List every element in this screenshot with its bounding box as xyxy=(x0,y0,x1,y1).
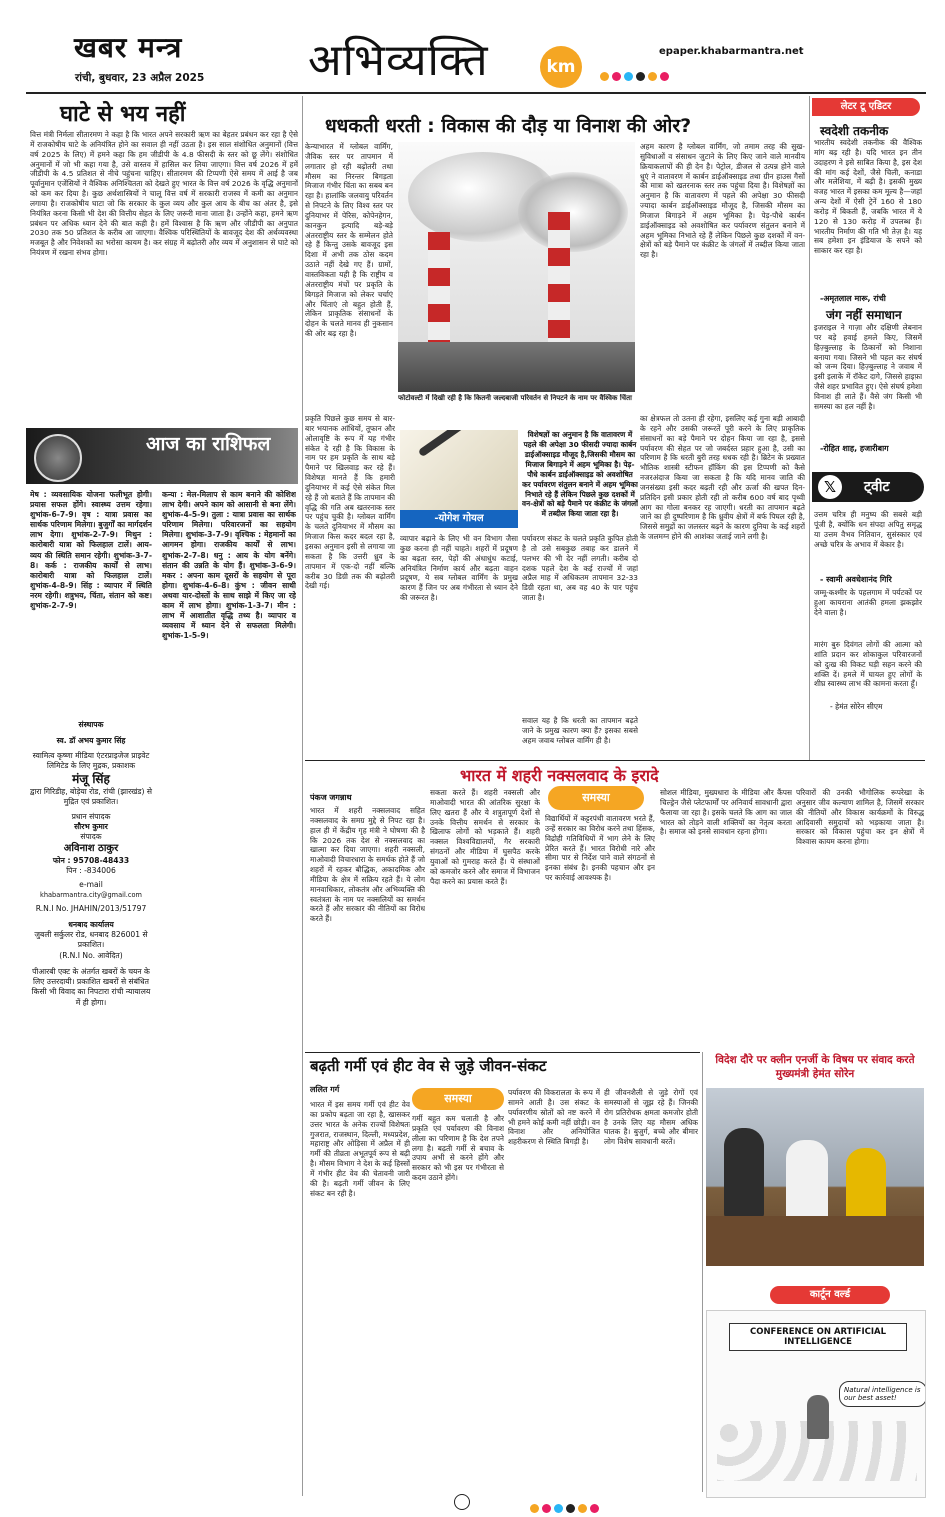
imprint-rni: R.N.I No. JHAHIN/2013/51797 xyxy=(35,903,147,913)
heat-problem-badge: समस्या xyxy=(412,1088,504,1110)
naxal-problem-badge: समस्या xyxy=(548,786,644,810)
tweet3-author: - हेमंत सोरेन सीएम xyxy=(830,702,883,711)
person-figure xyxy=(846,1148,886,1222)
person-figure xyxy=(724,1128,764,1218)
letter1-text: भारतीय स्वदेशी तकनीक की वैश्विक मांग बढ़ रही है। यदि भारत इन तीन उदाहरण ने इसे साबित किया है, इस देश की मांग कई देशों, जैसे चिली, कनाडा और मलेशिया, में बढ़ी है। इसकी मुख्य वजह भारत में इसका कम मूल्य है—जहां अन्य देशों में ऐसी ट्रेनें 160 से 180 करोड़ में बिकती हैं, जबकि भारत में ये 120 से 130 करोड़ में उपलब्ध हैं। भारतीय निर्माण की गति भी तेज़ है। यह सब हमेशा इन इंडियाज के सपने को साकार कर रहा है। xyxy=(814,138,922,256)
lead-bottom1: व्यापार बढ़ाने के लिए भी वन विभाग जैसा कुछ करना ही नहीं चाहते। शहरों में प्रदूषण का बढ़ता स्तर, पेड़ों की अंधाधुंध कटाई, अनियंत्रित निर्माण कार्य और बढ़ता वाहन प्रदूषण, ये सब ग्लोबल वार्मिंग के प्रमुख कारण हैं जिन पर अब गंभीरता से ध्यान देने की जरूरत है। xyxy=(400,534,518,603)
color-registration-dots xyxy=(530,1498,602,1517)
editorial-title: घाटे से भय नहीं xyxy=(60,102,186,127)
heat-divider xyxy=(702,1052,703,1492)
tweet-badge-label: ट्वीट xyxy=(864,479,890,495)
person-figure xyxy=(786,1140,828,1220)
rashifal-col1: मेष : व्यवसायिक योजना फलीभूत होगी। प्रयास सफल होंगे। स्वास्थ्य उत्तम रहेगा। शुभांक-6-7-9। वृष : यात्रा प्रवास का सार्थक परिणाम मिलेगा। बुजुर्गों का मार्गदर्शन लाभ देगा। शुभांक-2-7-9। मिथुन : कारोबारी यात्रा को फिलहाल टालें। आय-व्यय की स्थिति समान रहेगी। शुभांक-3-7-8। कर्क : राजकीय कार्यों से लाभ। कारोबारी यात्रा को फिलहाल टालें। शुभांक-4-8-9। सिंह : व्यापार में स्थिति नरम रहेगी। शत्रुभय, चिंता, संतान को कष्ट। शुभांक-2-7-9। xyxy=(30,490,152,611)
imprint-phone: फोन : 95708-48433 xyxy=(52,855,130,865)
heat-col2: गर्मी बहुत कम चलाती है और प्रकृति एवं पर्यावरण की विनाश लीला का परिणाम है कि देश तपने लगा है। बढ़ती गर्मी से बचाव के उपाय अभी से करने होंगे और सरकार को भी इस पर गंभीरता से कदम उठाने होंगे। xyxy=(412,1114,504,1183)
lead-headline: धधकती धरती : विकास की दौड़ या विनाश की ओर? xyxy=(325,115,692,137)
rashifal-col2: कन्या : मेल-मिलाप से काम बनाने की कोशिश लाभ देगी। अपने काम को आसानी से बना लेंगे। शुभांक-4-5-9। तुला : यात्रा प्रवास का सार्थक परिणाम मिलेगा। परिवारजनों का सहयोग मिलेगा। शुभांक-3-7-9। वृश्चिक : मेहमानों का आगमन होगा। राजकीय कार्यों से लाभ। शुभांक-2-7-8। धनु : आय के योग बनेंगे। संतान की उन्नति के योग हैं। शुभांक-3-6-9। मकर : अपना काम दूसरों के सहयोग से पूरा होगा। शुभांक-4-6-8। कुंभ : जीवन साथी अथवा यार-दोस्तों के साथ साझे में किए जा रहे काम में लाभ होगा। शुभांक-1-3-7। मीन : लाभ में आशातीत वृद्धि तथ्य है। व्यापार व व्यवसाय में ध्यान देने से सफलता मिलेगी। शुभांक-1-5-9। xyxy=(162,490,296,641)
masthead-name: खबर मन्त्र xyxy=(74,31,183,64)
rashifal-emblem-icon xyxy=(34,434,82,482)
naxal-byline: पंकज जगन्नाथ xyxy=(310,793,352,802)
lead-photo-caption: फोटोवल्टी में दिखी रही है कि कितनी जल्दबाजी परिवर्तन से निपटने के नाम पर वैश्विक चिंता xyxy=(398,394,632,402)
imprint-dhanbad-office: धनबाद कार्यालय xyxy=(68,919,114,929)
tweet-badge-bar xyxy=(812,472,924,502)
imprint xyxy=(30,720,152,1008)
site-url[interactable]: epaper.khabarmantra.net xyxy=(659,46,804,57)
heat-top-rule xyxy=(305,1052,700,1053)
imprint-publisher-note: स्वामित्व कृष्णा मीडिया एंटरप्राइजेज प्राइवेट लिमिटेड के लिए मुद्रक, प्रकाशक xyxy=(32,750,150,770)
imprint-pin: पिन : -834006 xyxy=(66,866,116,876)
imprint-publisher-name: मंजू सिंह xyxy=(72,772,110,786)
letter-to-editor-badge: लेटर टू एडिटर xyxy=(812,98,920,116)
letter1-title: स्वदेशी तकनीक xyxy=(820,124,889,138)
imprint-email-label: e-mail xyxy=(79,880,103,890)
letter2-text: इजराइल ने गाज़ा और दक्षिणी लेबनान पर बड़े हवाई हमले किए, जिसमें हिज़्बुल्लाह के ठिकानों को निशाना बनाया गया। जिसने भी पहल कर संघर्ष को जन्म दिया। हिज़्बुल्लाह ने जवाब में इसी इलाके में रॉकेट दागे, जिससे हाइफ़ा जैसे शहर प्रभावित हुए। ऐसे संघर्ष हमेशा विनाश ही लाते हैं। वैसे जंग किसी भी समस्या का हल नहीं है। xyxy=(814,323,922,411)
editorial-body: वित्त मंत्री निर्मला सीतारमण ने कहा है कि भारत अपने सरकारी ऋण का बेहतर प्रबंधन कर रहा है ऐसे में राजकोषीय घाटे के अनियंत्रित होने का सवाल ही नहीं उठता है। इस साल संशोधित अनुमानों (वित्त वर्ष 2025 के लिए) में हमने कहा कि हम जीडीपी के 4.8 फीसदी के स्तर को छू लेंगे। संशोधित अनुमानों में जो भी कहा गया है, उसे वास्तव में हासिल कर लिया जाएगा। वित्त वर्ष 2026 में हमें जीडीपी के 4.5 प्रतिशत से नीचे पहुंचना चाहिए। सीतारमण की टिप्पणी ऐसे समय में आई है जब पूर्वानुमान एजेंसियों ने वैश्विक अनिश्चितता को देखते हुए भारत के वित्त वर्ष 2026 के वृद्धि अनुमानों को कम कर दिया है। कुछ अर्थशास्त्रियों ने चालू वित्त वर्ष में सरकारी राजस्व में कमी का अनुमान लगाया है। राजकोषीय घाटा जो कि सरकार के कुल व्यय और कुल आय के बीच का अंतर है, इसे नियंत्रित करना किसी भी देश की वित्तीय सेहत के लिए जरूरी माना जाता है। उन्होंने कहा, हमने ऋण प्रबंधन पर अधिक ध्यान देने की बात कही है। हमें विश्वास है कि ऋण और जीडीपी का अनुपात 2030 तक 50 प्रतिशत के करीब आ जाएगा। वैश्विक परिस्थितियों के बावजूद देश की अर्थव्यवस्था मजबूत है और निवेशकों का भरोसा कायम है। कर संग्रह में बढ़ोतरी और व्यय में अनुशासन से घाटे को नियंत्रण में रखना संभव होगा। xyxy=(30,130,298,258)
letter2-title: जंग नहीं समाधान xyxy=(826,308,902,322)
header-rule xyxy=(26,92,926,94)
imprint-editor-label: प्रधान संपादक xyxy=(71,811,111,821)
heat-col4: ही जीवनशैली से जुड़े रोगों एवं समस्याओं से जूझ रहे हैं। जिनकी रोग प्रतिरोधक क्षमता कमजोर होती है उनके लिए यह मौसम अधिक घातक है। बुजुर्ग, बच्चे और बीमार लोग विशेष सावधानी बरतें। xyxy=(604,1088,698,1147)
naxal-headline: भारत में शहरी नक्सलवाद के इरादे xyxy=(460,766,659,785)
cartoon-speaker xyxy=(807,1395,829,1439)
lead-author: -योगेश गोयल xyxy=(400,510,518,528)
lead-col2: प्रकृति पिछले कुछ समय से बार-बार भयानक आंधियों, तूफान और ओलावृष्टि के रूप में यह गंभीर संकेत दे रही है कि विकास के नाम पर हम प्रकृति के साथ बड़े पैमाने पर खिलवाड़ कर रहे हैं। विशेषज्ञ मानते हैं कि हमारी दुनियाभर में कई ऐसे संकेत मिल रहे हैं जो बताते हैं कि तापमान की वृद्धि की गति अब खतरनाक स्तर पर पहुंच चुकी है। ग्लोबल वार्मिंग के चलते दुनियाभर में मौसम का मिजाज किस कदर बदल रहा है, इसका अनुमान इसी से लगाया जा सकता है कि उत्तरी ध्रुव के तापमान में एक-दो नहीं बल्कि करीब 30 डिग्री तक की बढ़ोतरी देखी गई। xyxy=(305,414,395,591)
imprint-rni2: (R.N.I No. आवेदित) xyxy=(59,950,123,960)
naxal-top-rule xyxy=(305,760,925,761)
imprint-disclaimer: पीआरबी एक्ट के अंतर्गत खबरों के चयन के लिए उत्तरदायी। प्रकाशित खबरों से संबंधित किसी भी विवाद का निपटारा रांची न्यायालय में ही होगा। xyxy=(31,966,151,1007)
tweet1-text: उत्तम चरित्र ही मनुष्य की सबसे बड़ी पूंजी है, क्योंकि धन संपदा अपितु समृद्ध या उत्तम वैभव नितिवान, सुसंस्कार एवं अच्छे चरित्र के अभाव में बेकार है। xyxy=(814,510,922,549)
cartoon-speech-bubble: Natural intelligence is our best asset! xyxy=(839,1381,926,1407)
x-logo-icon: 𝕏 xyxy=(818,475,842,499)
tweet2-text: जम्मू-कश्मीर के पहलगाम में पर्यटकों पर हुआ कायराना आतंकी हमला झकझोर देने वाला है। xyxy=(814,588,922,617)
smoke-cloud xyxy=(518,172,628,252)
right-column-divider xyxy=(809,96,810,761)
imprint-editor: सौरभ कुमार xyxy=(74,821,108,831)
naxal-col4: सोशल मीडिया, मुख्यधारा के मीडिया और कैंपस चिल्ड्रेन जैसे प्लेटफार्मों पर अनिवार्य सावधानी द्वारा फैलाया जा रहा है। इसके चलते कि आग का जाल भारत को तोड़ने वाली शक्तियों का नेतृत्व करता है। समाज को इनसे सावधान रहना होगा। xyxy=(660,788,792,837)
registration-mark-icon xyxy=(454,1494,470,1510)
tweet3-text: मारंग बुरु दिवंगत लोगों की आत्मा को शांति प्रदान कर शोकाकुल परिवारजनों को दुःख की विकट घड़ी सहन करने की शक्ति दें। हमले में घायल हुए लोगों के शीघ्र स्वास्थ्य लाभ की कामना करता हूँ। xyxy=(814,640,922,689)
imprint-press-note: द्वारा गिरिडीह, बोड़ेया रोड, रांची (झारखंड) से मुद्रित एवं प्रकाशित। xyxy=(30,787,152,807)
imprint-email[interactable]: khabarmantra.city@gmail.com xyxy=(40,890,142,899)
cartoon-banner: CONFERENCE ON ARTIFICIAL INTELLIGENCE xyxy=(729,1323,907,1351)
naxal-col5: परिवारों की उनकी भौगोलिक रूपरेखा के अनुसार जीव कल्याण शामिल है, जिसमें सरकार की नीतियों और विकास कार्यक्रमों के विरुद्ध आदिवासी समुदायों को भड़काया जाता है। सरकार को विकास पहुंचा कर इन क्षेत्रों में विश्वास कायम करना होगा। xyxy=(796,788,924,847)
tweet1-author: - स्वामी अवधेशानंद गिरि xyxy=(820,575,892,584)
imprint-founder: स्व. डॉ अभय कुमार सिंह xyxy=(56,736,126,746)
cartoon-panel xyxy=(706,1310,926,1498)
lead-col1: केन्याभारत में ग्लोबल वार्मिंग, जैविक स्तर पर तापमान में लगातार हो रही बढ़ोतरी तथा मौसम का निरन्तर बिगड़ता मिजाज गंभीर चिंता का सबब बन रहा है। हालांकि जलवायु परिवर्तन से निपटने के लिए विश्व स्तर पर दुनियाभर में पेरिस, कोपेनहेगन, कानकुन इत्यादि बड़े-बड़े अंतरराष्ट्रीय स्तर के सम्मेलन होते रहे हैं किन्तु उसके बावजूद इस दिशा में अभी तक ठोस कदम उठाते नहीं देखे गए हैं। ग्रामों, वास्तविकता यही है कि राष्ट्रीय व अंतरराष्ट्रीय मंचों पर प्रकृति के बिगड़ते मिजाज को लेकर चर्चाएं और चिंताएं तो बहुत होती हैं, लेकिन प्राकृतिक संसाधनों के दोहन के चलते मानव ही नुकसान की ओर बढ़ रहा है। xyxy=(305,142,393,339)
naxal-col2: सकता करते हैं। शहरी नक्सली और माओवादी भारत की आंतरिक सुरक्षा के लिए खतरा हैं और ये शत्रुतापूर्ण देशों से उनके वित्तीय समर्थन से सरकार के खिलाफ लोगों को भड़काते हैं। शहरी नक्सल विश्वविद्यालयों, गैर सरकारी संगठनों और मीडिया में घुसपैठ करके युवाओं को गुमराह करते हैं। ये संस्थाओं को कमजोर करने और समाज में विभाजन पैदा करने का प्रयास करते हैं। xyxy=(430,788,540,886)
color-registration-dots xyxy=(600,66,672,85)
km-logo: km xyxy=(540,46,582,88)
letter2-author: -रोहित शाह, हजारीबाग xyxy=(820,444,889,453)
conference-table xyxy=(706,1216,924,1266)
rashifal-title: आज का राशिफल xyxy=(146,433,271,455)
lead-col4b: का क्षेत्रफल तो उतना ही रहेगा, इसलिए कई गुना बड़ी आबादी के रहने और उसकी जरूरतें पूरी करने के लिए प्राकृतिक संसाधनों का बड़े पैमाने पर दोहन किया जा रहा है, इससे पर्यावरण की सेहत पर जो जबर्दस्त प्रहार हुआ है, उसी का परिणाम है कि धरती बुरी तरह धधक रही है। ब्रिटेन के प्रख्यात भौतिक शास्त्री स्टीफन हॉकिंग की इस टिप्पणी को कैसे नजरअंदाज किया जा सकता है कि यदि मानव जाति की जनसंख्या इसी कदर बढ़ती रही और ऊर्जा की खपत दिन-प्रतिदिन इसी प्रकार होती रही तो करीब 600 वर्ष बाद पृथ्वी आग का गोला बनकर रह जाएगी। धरती का तापमान बढ़ते जाने का ही दुष्परिणाम है कि ध्रुवीय क्षेत्रों में बर्फ पिघल रही है, जिससे समुद्रों का जलस्तर बढ़ने के कारण दुनिया के कई शहरों के जलमग्न होने की आशंका जताई जाने लगी है। xyxy=(640,414,805,542)
heat-col3: पर्यावरण की विकरालता के रूप में सामने आती है। उस संकट के पर्यावरणीय स्रोतों को नष्ट करने में भी हमने कोई कमी नहीं छोड़ी। वन विनाश और अनियोजित शहरीकरण से स्थिति बिगड़ी है। xyxy=(508,1088,600,1147)
imprint-heading: संस्थापक xyxy=(78,720,104,729)
heat-byline: ललित गर्ग xyxy=(310,1085,340,1094)
industrial-pipes xyxy=(398,342,635,392)
cm-meeting-photo xyxy=(706,1088,924,1266)
left-column-divider xyxy=(302,96,303,1496)
lead-bottom3: सवाल यह है कि धरती का तापमान बढ़ते जाने के प्रमुख कारण क्या हैं? इसका सबसे अहम जवाब ग्लोबल वार्मिंग ही है। xyxy=(522,716,638,745)
rashifal-banner xyxy=(26,428,298,484)
letter1-author: -अमृतलाल मारू, रांची xyxy=(820,294,886,303)
cm-story-headline: विदेश दौरे पर क्लीन एनर्जी के विषय पर संवाद करते मुख्यमंत्री हेमंत सोरेन xyxy=(715,1054,915,1080)
imprint-dhanbad-address: जुबली सर्कुलर रोड, धनबाद 826001 से प्रकाशित। xyxy=(34,930,148,950)
heat-headline: बढ़ती गर्मी एवं हीट वेव से जुड़े जीवन-संकट xyxy=(310,1057,547,1075)
heat-col1: भारत में इस समय गर्मी एवं हीट वेव का प्रकोप बढ़ता जा रहा है, खासकर उत्तर भारत के अनेक राज्यों विशेषतः गुजरात, राजस्थान, दिल्ली, मध्यप्रदेश, महाराष्ट्र और ओड़िसा में अप्रैल में ही गर्मी की तीव्रता अभूतपूर्व रूप से बढ़ी है। मौसम विभाग ने देश के कई हिस्सों में गंभीर हीट वेव की चेतावनी जारी की है। बढ़ती गर्मी जीवन के लिए संकट बन रही है। xyxy=(310,1100,410,1198)
naxal-col1: भारत में शहरी नक्सलवाद सहित नक्सलवाद के समग्र मुद्दे से निपट रहा है। हाल ही में केंद्रीय गृह मंत्री ने घोषणा की है कि 2026 तक देश से नक्सलवाद का खात्मा कर दिया जाएगा। शहरी नक्सली, माओवादी विचारधारा के समर्थक होते हैं जो शहरों में रहकर बौद्धिक, अकादमिक और मीडिया के क्षेत्र में सक्रिय रहते हैं। ये लोग मानवाधिकार, लोकतंत्र और अभिव्यक्ति की स्वतंत्रता के नाम पर नक्सलियों का समर्थन करते हैं और सरकार की नीतियों का विरोध करते हैं। xyxy=(310,806,425,924)
cartoon-world-badge: कार्टून वर्ल्ड xyxy=(770,1286,890,1304)
imprint-editor2: अविनाश ठाकुर xyxy=(63,843,119,855)
pen-icon xyxy=(418,430,496,457)
lead-bottom2: पर्यावरण संकट के चलते प्रकृति कुपित होती है तो उसे सबकुछ तबाह कर डालने में पलभर की भी देर नहीं लगती। करीब दो दशक पहले देश के कई राज्यों में जहां अप्रैल माह में अधिकतम तापमान 32-33 डिग्री रहता था, अब वह 40 के पार पहुंच जाता है। xyxy=(522,534,638,603)
chimney-smoke-photo xyxy=(398,142,635,392)
imprint-editor2-label: संपादक xyxy=(80,832,102,842)
naxal-col3: विद्यार्थियों में कट्टरपंथी वातावरण भरते हैं, उन्हें सरकार का विरोध करने तथा हिंसक, विद्रोही गतिविधियों में भाग लेने के लिए प्रेरित करते हैं। भारत विरोधी नारे और सीमा पार से निर्देश पाने वाले संगठनों से इनका संबंध है। इनकी पहचान और इन पर कार्रवाई आवश्यक है। xyxy=(545,814,655,883)
section-title: अभिव्यक्ति xyxy=(308,35,489,86)
lead-col4: अहम कारण है ग्लोबल वार्मिंग, जो तमाम तरह की सुख-सुविधाओं व संसाधन जुटाने के लिए किए जाने वाले मानवीय क्रियाकलापों की ही देन है। पेट्रोल, डीजल से उत्पन्न होने वाले धुएं ने वातावरण में कार्बन डाईऑक्साइड तथा ग्रीन हाउस गैसों की मात्रा को खतरनाक स्तर तक पहुंचा दिया है। विशेषज्ञों का अनुमान है कि वातावरण में पहले की अपेक्षा 30 फीसदी ज्यादा कार्बन डाईऑक्साइड मौजूद है, जिसकी मौसम का मिजाज बिगाड़ने में अहम भूमिका है। पेड़-पौधे कार्बन डाईऑक्साइड को अवशोषित कर पर्यावरण संतुलन बनाने में अहम भूमिका निभाते रहे हैं लेकिन पिछले कुछ दशकों में वन-क्षेत्रों को बड़े पैमाने पर कंक्रीट के जंगलों में तब्दील किया जाता रहा है। xyxy=(640,142,805,260)
lead-quote-box: विशेषज्ञों का अनुमान है कि वातावरण में पहले की अपेक्षा 30 फीसदी ज्यादा कार्बन डाईऑक्साइड मौजूद है,जिसकी मौसम का मिजाज बिगाड़ने में अहम भूमिका है। पेड़-पौधे कार्बन डाईऑक्साइड को अवशोषित कर पर्यावरण संतुलन बनाने में अहम भूमिका निभाते रहे हैं लेकिन पिछले कुछ दशकों में वन-क्षेत्रों को बड़े पैमाने पर कंक्रीट के जंगलों में तब्दील किया जाता रहा है। xyxy=(522,430,638,519)
dateline: रांची, बुधवार, 23 अप्रैल 2025 xyxy=(75,72,205,84)
